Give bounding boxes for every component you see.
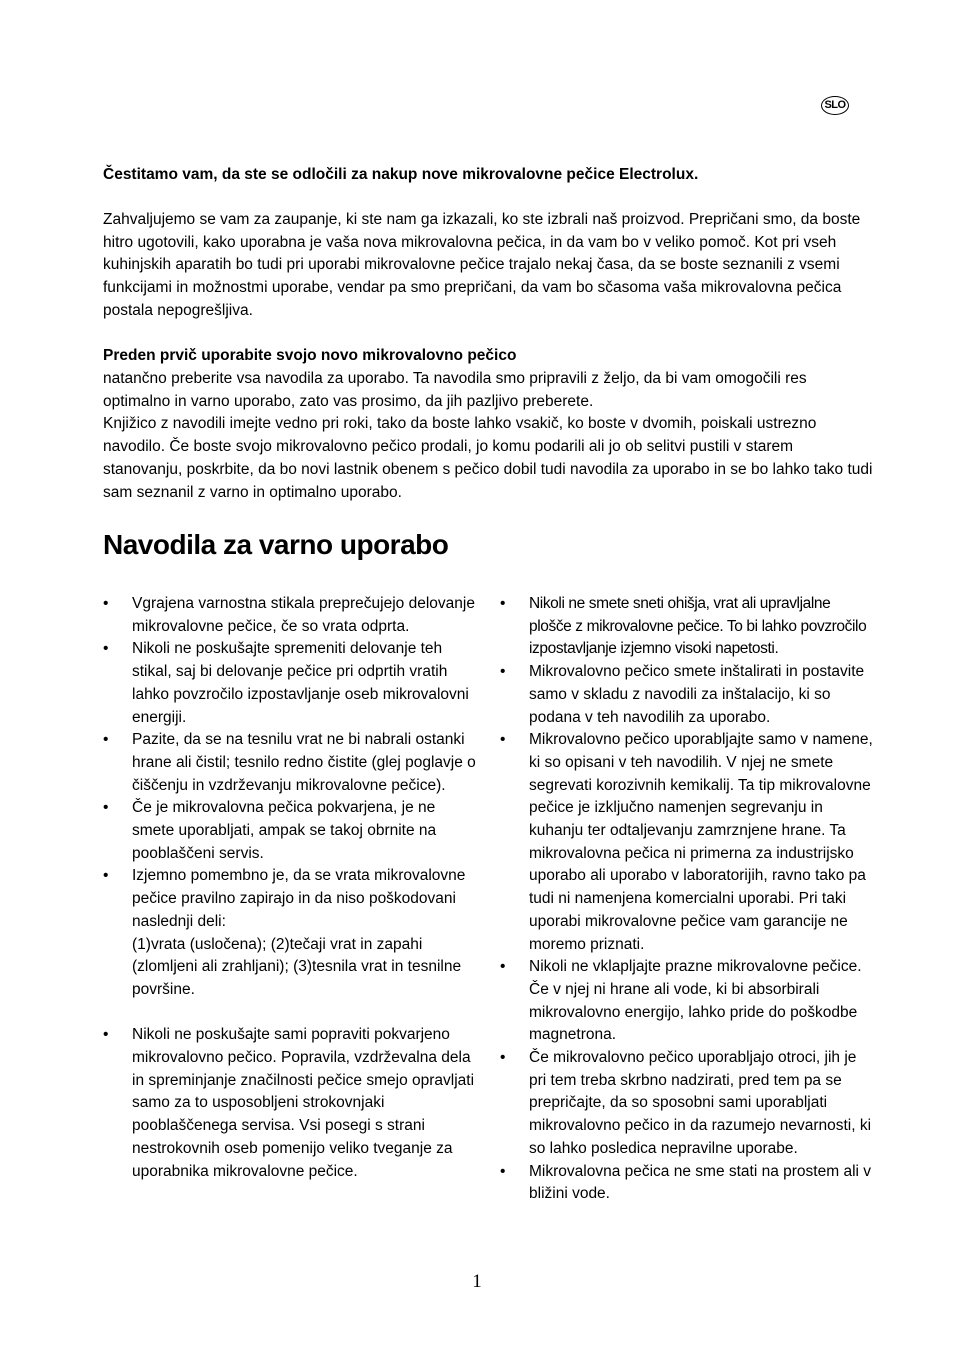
- list-item: [500, 956, 876, 1047]
- list-item: [500, 661, 876, 729]
- list-item: [103, 593, 481, 638]
- list-item-text: Mikrovalovna pečica ne sme stati na prostem ali v bližini vode.: [529, 1162, 872, 1203]
- language-badge: SLO: [821, 96, 849, 115]
- list-item-text: Nikoli ne poskušajte sami popraviti pokvarjeno mikrovalovno pečico. Popravila, vzdrževalna dela in spreminjanje značilnosti pečice smejo opravljati samo za to usposobljeni strokovnjaki pooblaščenega servisa. Vsi posegi s strani nestrokovnih oseb pomenijo veliko tveganje za uporabnika mikrovalovne pečice.: [132, 1026, 475, 1180]
- before-first-use-heading: Preden prvič uporabite svojo novo mikrovalovno pečico: [103, 347, 517, 364]
- list-item: [103, 865, 481, 1001]
- bullet-icon: •: [103, 731, 109, 749]
- list-item-text: Če mikrovalovno pečico uporabljajo otroci, jih je pri tem treba skrbno nadzirati, pred tem pa se prepričajte, da so sposobni sami uporabljati mikrovalovno pečico in da razumejo nevarnosti, ki so lahko posledica nepravilne uporabe.: [529, 1049, 872, 1157]
- safety-list-right: [500, 593, 876, 1206]
- list-item-text: Nikoli ne smete sneti ohišja, vrat ali upravljalne plošče z mikrovalovne pečice. To bi lahko povzročilo izpostavljanje izjemno visoki napetosti.: [529, 595, 867, 658]
- bullet-icon: •: [103, 1026, 109, 1044]
- bullet-icon: •: [500, 731, 506, 749]
- bullet-icon: •: [500, 1162, 506, 1180]
- list-item-text: Izjemno pomembno je, da se vrata mikrovalovne pečice pravilno zapirajo in da niso poškodovani naslednji deli: (1)vrata (usločena); (2)tečaji vrat in zapahi (zlomljeni ali zrahljani); (3)tesnila vrat in tesnilne površine.: [132, 867, 466, 998]
- list-item: [103, 797, 481, 865]
- list-item-text: Mikrovalovno pečico smete inštalirati in postavite samo v skladu z navodili za inštalacijo, ki so podana v teh navodilih za uporabo.: [529, 663, 865, 726]
- section-title: Navodila za varno uporabo: [103, 529, 449, 560]
- page-number: 1: [472, 1271, 482, 1292]
- list-item-text: Nikoli ne poskušajte spremeniti delovanje teh stikal, saj bi delovanje pečice pri odprtih vratih lahko povzročilo izpostavljanje oseb mikrovalovni energiji.: [132, 640, 469, 726]
- list-item: [500, 1161, 876, 1206]
- intro-heading: Čestitamo vam, da ste se odločili za nakup nove mikrovalovne pečice Electrolux.: [103, 166, 699, 183]
- list-item-text: Pazite, da se na tesnilu vrat ne bi nabrali ostanki hrane ali čistil; tesnilo redno čistite (glej poglavje o čiščenju in vzdrževanju mikrovalovne pečice).: [132, 731, 476, 794]
- bullet-icon: •: [103, 595, 109, 612]
- list-item: [500, 1047, 876, 1161]
- bullet-icon: •: [500, 595, 506, 612]
- list-item: [103, 729, 481, 797]
- intro-paragraph: Zahvaljujemo se vam za zaupanje, ki ste nam ga izkazali, ko ste izbrali naš proizvod. Prepričani smo, da boste hitro ugotovili, kako uporabna je vaša nova mikrovalovna pečica, in da vam bo v veliko pomoč. Kot pri vseh kuhinjskih aparatih bo tudi pri uporabi mikrovalovne pečice trajalo nekaj časa, da se boste seznanili z vsemi funkcijami in možnostmi uporabe, vendar pa smo prepričani, da vam bo sčasoma vaša mikrovalovna pečica postala nepogrešljiva.: [103, 211, 861, 319]
- list-item: [103, 1024, 481, 1183]
- list-item-text: Nikoli ne vklapljajte prazne mikrovalovne pečice. Če v njej ni hrane ali vode, ki bi absorbirali mikrovalovno energijo, lahko pride do poškodbe magnetrona.: [529, 958, 862, 1044]
- list-item-text: Mikrovalovno pečico uporabljajte samo v namene, ki so opisani v teh navodilih. V njej ne smete segrevati korozivnih kemikalij. Ta tip mikrovalovne pečice je izključno namenjen segrevanju in kuhanju ter odtaljevanju zamrznjene hrane. Ta mikrovalovna pečica ni primerna za industrijsko uporabo ali uporabo v laboratorijih, ravno tako pa tudi ni namenjena komercialni uporabi. Pri taki uporabi mikrovalovne pečice vam garancije ne moremo priznati.: [529, 731, 873, 953]
- bullet-icon: •: [103, 799, 109, 817]
- list-item-text: Če je mikrovalovna pečica pokvarjena, je ne smete uporabljati, ampak se takoj obrnite na pooblaščeni servis.: [132, 799, 437, 862]
- bullet-icon: •: [103, 867, 109, 885]
- bullet-icon: •: [500, 958, 506, 976]
- list-item-text: Vgrajena varnostna stikala preprečujejo delovanje mikrovalovne pečice, če so vrata odprta.: [132, 595, 475, 635]
- safety-list-left: [103, 593, 481, 1183]
- list-item: [500, 593, 876, 661]
- bullet-icon: •: [500, 1049, 506, 1067]
- list-item: [103, 638, 481, 729]
- before-first-use-paragraph: natančno preberite vsa navodila za uporabo. Ta navodila smo pripravili z željo, da bi vam omogočili res optimalno in varno uporabo, zato vas prosimo, da jih pazljivo preberete. Knjižico z navodili imejte vedno pri roki, tako da boste lahko vsakič, ko boste v dvomih, poiskali ustrezno navodilo. Če boste svojo mikrovalovno pečico prodali, jo komu podarili ali jo ob selitvi pustili v starem stanovanju, poskrbite, da bo novi lastnik obenem s pečico dobil tudi navodila za uporabo in se bo lahko tako tudi sam seznanil z varno in optimalno uporabo.: [103, 370, 873, 501]
- bullet-icon: •: [500, 663, 506, 681]
- list-item: [500, 729, 876, 956]
- bullet-icon: •: [103, 640, 109, 658]
